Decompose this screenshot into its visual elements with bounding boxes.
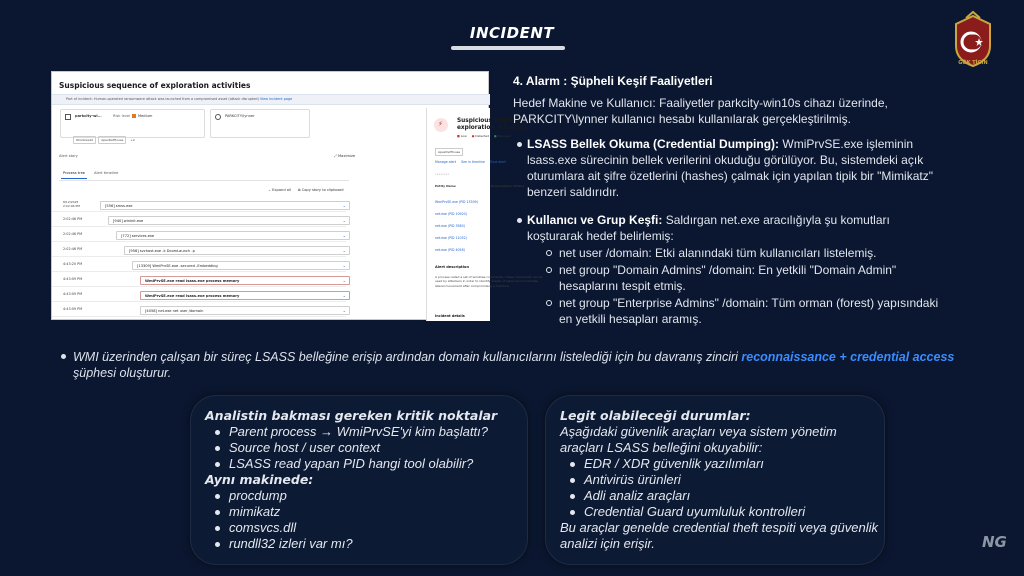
user-card[interactable] — [210, 109, 310, 138]
process-name: [4058] net.exe net user /domain — [145, 309, 204, 313]
status-badge: Detected — [475, 134, 490, 138]
list-item: comsvcs.dll — [205, 520, 525, 536]
summary-bullet: WMI üzerinden çalışan bir süreç LSASS belleğine erişip ardından domain kullanıcılarını listelediği için bu davranış zinciri reconnaissance + credential access şüphesi oluşturur. — [73, 349, 973, 381]
process-name: [556] smss.exe — [105, 204, 133, 208]
list-item: Adli analiz araçları — [560, 488, 878, 504]
list-item: Antivirüs ürünleri — [560, 472, 878, 488]
see-in-timeline-button[interactable]: See in timeline — [461, 160, 485, 164]
box-heading: Legit olabileceği durumlar: — [560, 408, 751, 423]
alert-description-heading: Alert description — [435, 265, 470, 269]
list-item: procdump — [205, 488, 525, 504]
sub-bullet: net user /domain: Etki alanındaki tüm kullanıcıları listelemiş. — [559, 245, 939, 261]
table-row[interactable]: 4:43:09 PM [4058] net.exe net user /domain ⌄ — [52, 304, 346, 317]
table-row[interactable]: 4:43:20 PM [13309] WmiPrvSE.exe -secured -Embedding ⌄ — [52, 259, 346, 272]
host-tag: +2 — [130, 138, 135, 142]
view-incident-link[interactable]: View incident page — [259, 97, 293, 101]
bullet-lsass — [527, 136, 937, 200]
process-event: WmiPrvSE.exe read lsass.exe process memory — [145, 294, 240, 298]
incident-details-heading: Incident details — [435, 314, 465, 318]
host-tag: Windows10 — [73, 136, 96, 144]
table-row[interactable]: 4:43:09 PM WmiPrvSE.exe read lsass.exe process memory ⌄ — [52, 289, 346, 302]
logo-text: GÖK TİGİN — [958, 60, 988, 66]
sub-bullet: net group "Enterprise Admins" /domain: Tüm orman (forest) yapısındaki en yetkili hesapları aramış. — [559, 295, 939, 327]
list-item: Source host / user context — [205, 440, 525, 456]
chevron-down-icon: ⌄ — [342, 308, 346, 313]
host-card[interactable] — [60, 109, 205, 142]
tab-alert-timeline[interactable]: Alert timeline — [94, 171, 119, 175]
pane-tag: ApexDefHouse — [435, 148, 463, 156]
chevron-down-icon: ⌄ — [342, 248, 346, 253]
manage-alert-button[interactable]: Manage alert — [435, 160, 457, 164]
tune-alert-button[interactable]: Tune alert — [489, 160, 506, 164]
bullet-text: Saldırgan net.exe aracılığıyla şu komutları koşturarak hedef belirlemiş: — [527, 213, 890, 243]
remediation-column-header: Remediation Status — [490, 184, 525, 188]
alarm-heading: 4. Alarm : Şüpheli Keşif Faaliyetleri — [513, 74, 713, 88]
intro-paragraph: Hedef Makine ve Kullanıcı: Faaliyetler parkcity-win10s cihazı üzerinde, PARKCITY\lynner kullanıcı hesabı kullanılarak gerçekleştirilmiş. — [513, 96, 888, 126]
tab-process-tree[interactable]: Process tree — [63, 171, 86, 175]
highlight-text: reconnaissance + credential access — [741, 350, 955, 364]
chevron-down-icon: ⌄ — [342, 278, 346, 283]
defender-alert-screenshot — [51, 71, 543, 320]
list-item: Parent process → WmiPrvSE'yi kim başlattı? — [205, 424, 525, 440]
bullet-title: Kullanıcı ve Grup Keşfi: — [527, 213, 663, 227]
chevron-down-icon: ⌄ — [342, 263, 346, 268]
maximize-button[interactable]: ⤢ Maximize — [334, 154, 356, 158]
risk-label: Risk level — [113, 114, 131, 118]
box-subheading: Aynı makinede: — [205, 472, 314, 487]
box-heading: Analistin bakması gereken kritik noktalar — [205, 408, 498, 423]
list-item: EDR / XDR güvenlik yazılımları — [560, 456, 878, 472]
host-tag: ApexDefHouse — [98, 136, 126, 144]
process-name: [772] services.exe — [121, 234, 155, 238]
table-row[interactable]: 4:43:09 PM WmiPrvSE.exe read lsass.exe process memory ⌄ — [52, 274, 346, 287]
process-name: [956] svchost.exe -k DcomLaunch -p — [129, 249, 195, 253]
severity-badge: Low — [460, 134, 467, 138]
copy-icon: ⧉ — [298, 188, 302, 192]
alert-story-label: Alert story — [59, 154, 78, 158]
bullet-title: LSASS Bellek Okuma (Credential Dumping): — [527, 137, 780, 151]
process-name: [13309] WmiPrvSE.exe -secured -Embedding — [137, 264, 218, 268]
alert-page-title: Suspicious sequence of exploration activities — [59, 81, 251, 90]
process-name: [940] wininit.exe — [113, 219, 144, 223]
entity-column-header: Entity Name — [435, 184, 456, 188]
process-event: WmiPrvSE.exe read lsass.exe process memory — [145, 279, 240, 283]
box-outro: Bu araçlar genelde credential theft tespiti veya güvenlik analizi için erişir. — [560, 520, 878, 551]
table-row[interactable]: 8/12/2025 2:02:06 PM [556] smss.exe ⌄ — [52, 199, 346, 212]
table-row[interactable]: 2:02:46 PM [772] services.exe ⌄ — [52, 229, 346, 242]
alert-icon: ⚡ — [438, 120, 443, 128]
chevron-down-icon: ⌄ — [342, 203, 346, 208]
pane-alert-title: Suspicious sequence of exploration activities — [457, 118, 534, 131]
table-row[interactable]: 2:02:46 PM [956] svchost.exe -k DcomLaunch -p ⌄ — [52, 244, 346, 257]
list-item: LSASS read yapan PID hangi tool olabilir? — [205, 456, 525, 472]
host-name: parkcity-wi... — [75, 114, 102, 118]
list-item: mimikatz — [205, 504, 525, 520]
footer-mark: NG — [982, 533, 1007, 551]
user-name: PARKCITY\lynner — [225, 114, 255, 118]
list-item: Credential Guard uyumluluk kontrolleri — [560, 504, 878, 520]
entity-link[interactable]: WmiPrvSE.exe (PID 13309) — [435, 200, 478, 204]
bullet-recon — [527, 212, 937, 244]
alert-detail-pane: ⚡ Suspicious sequence of exploration activities ■ Low ● Detected ● Resolved ApexDefHouse Manage alert See in timeline Tune alert •••••••• Entity Name Remediation Status WmiPrvSE.exe (PID 13309) net.exe (PID 10920) net.exe (PID 3580) net.exe (PID 11052) net.exe (PID 4058) Alert description A process called a set of windows commands. These commands can be used by attackers in order to identify assets of value and coordinate lateral movement after compromising a machine. Incident details — [426, 108, 490, 321]
copy-story-button[interactable]: ⧉ Copy story to clipboard — [298, 188, 344, 192]
box-intro: Aşağıdaki güvenlik araçları veya sistem yönetim araçları LSASS belleğini okuyabilir: — [560, 424, 837, 455]
analyst-checklist-box — [190, 395, 528, 565]
entity-link[interactable]: net.exe (PID 3580) — [435, 224, 465, 228]
chevron-down-icon: ⌄ — [342, 293, 346, 298]
table-row[interactable]: 2:02:46 PM [940] wininit.exe ⌄ — [52, 214, 346, 227]
info-bar-text: Part of incident: Human-operated ransomware attack was launched from a compromised asset (attack disrupted) — [66, 97, 259, 101]
expand-icon: ⤢ — [334, 154, 339, 158]
status-badge: Resolved — [497, 134, 512, 138]
expand-all-button[interactable]: ⌄ Expand all — [268, 188, 291, 192]
entity-link[interactable]: net.exe (PID 11052) — [435, 236, 467, 240]
header-underline — [451, 46, 565, 50]
entity-link[interactable]: net.exe (PID 4058) — [435, 248, 465, 252]
chevron-down-icon: ⌄ — [342, 233, 346, 238]
list-item: rundll32 izleri var mı? — [205, 536, 525, 552]
risk-level: Medium — [138, 114, 153, 118]
header-title: INCIDENT — [469, 24, 555, 42]
chevron-down-icon: ⌄ — [268, 188, 273, 192]
alert-description: A process called a set of windows commands. These commands can be used by attackers in order to identify assets of value and coordinate lateral movement after compromising a machine. — [435, 275, 543, 288]
chevron-down-icon: ⌄ — [342, 218, 346, 223]
sub-bullet: net group "Domain Admins" /domain: En yetkili "Domain Admin" hesaplarını tespit etmiş. — [559, 262, 939, 294]
incident-info-bar — [52, 94, 490, 105]
legit-cases-box — [545, 395, 885, 565]
bullet-text: WmiPrvSE.exe işleminin lsass.exe sürecinin bellek verilerini okuduğu görülüyor. Bu, sistemdeki açık oturumlara ait şifre özetlerini (hashes) çalmak için yapılan tipik bir "Mimikatz" benzeri saldırıdır. — [527, 137, 933, 199]
entity-link[interactable]: net.exe (PID 10920) — [435, 212, 467, 216]
